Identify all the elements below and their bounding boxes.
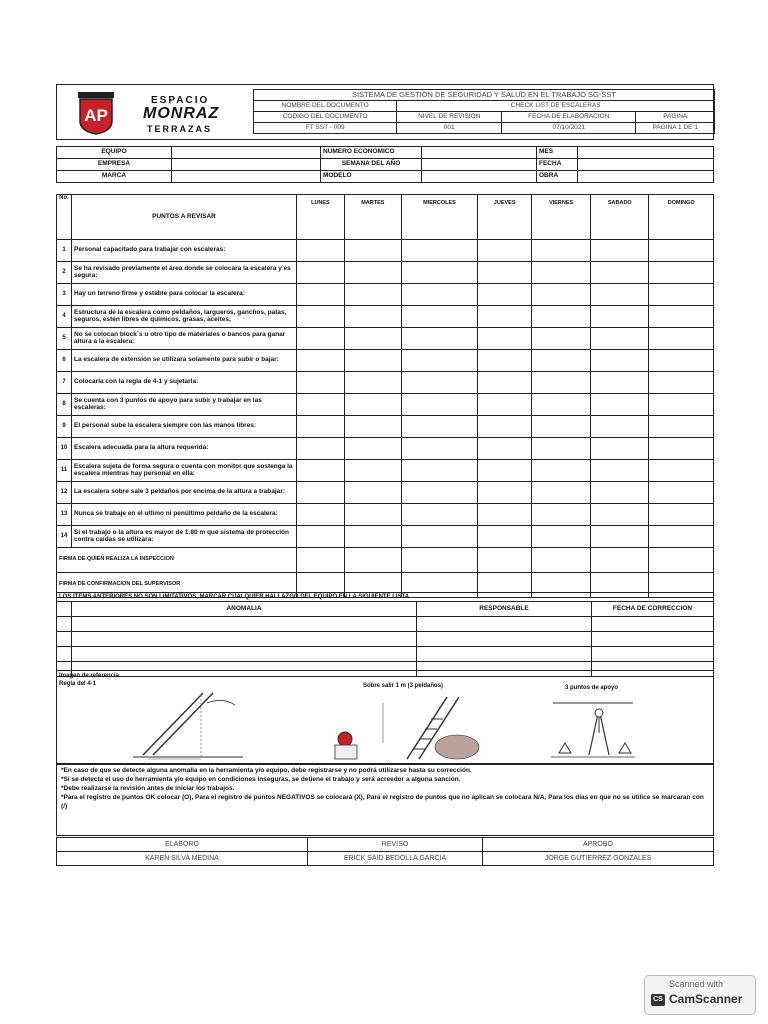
anomaly-cell[interactable]: [72, 647, 417, 662]
code-label: CODIGO DEL DOCUMENTO: [254, 112, 397, 123]
item-number: 2: [57, 262, 72, 284]
day-header-lunes: LUNES: [297, 195, 345, 240]
item-text: No se colocan block´s u otro tipo de materiales o bancos para ganar altura a la escalera:: [72, 328, 297, 350]
day-check-cell[interactable]: [344, 284, 401, 306]
day-check-cell[interactable]: [401, 460, 477, 482]
document-header: [56, 84, 714, 140]
numero-economico-field[interactable]: [422, 147, 537, 159]
day-check-cell[interactable]: [532, 306, 591, 328]
day-check-cell[interactable]: [297, 438, 345, 460]
day-check-cell[interactable]: [649, 306, 714, 328]
checklist-row: [57, 438, 714, 460]
sign-cell[interactable]: [344, 548, 401, 573]
day-header-miercoles: MIERCOLES: [401, 195, 477, 240]
day-check-cell[interactable]: [478, 262, 532, 284]
day-check-cell[interactable]: [344, 350, 401, 372]
day-check-cell[interactable]: [649, 262, 714, 284]
day-check-cell[interactable]: [478, 504, 532, 526]
day-check-cell[interactable]: [478, 438, 532, 460]
logo-line-3: TERRAZAS: [147, 124, 212, 134]
note-item: *Si se detecta el uso de herramienta y/o equipo en condiciones inseguras, se detiene el trabajo y será acreedor a alguna sanción.: [61, 776, 461, 784]
anomalies-table: [56, 592, 714, 677]
day-header-sabado: SABADO: [591, 195, 649, 240]
item-number: 5: [57, 328, 72, 350]
obra-field[interactable]: [578, 171, 714, 183]
day-check-cell[interactable]: [401, 438, 477, 460]
reference-title: Imagen de referencia: [59, 673, 120, 679]
empresa-field[interactable]: [172, 159, 321, 171]
anomaly-cell[interactable]: [417, 632, 592, 647]
marca-label: MARCA: [57, 171, 172, 183]
day-check-cell[interactable]: [401, 526, 477, 548]
checklist-row: [57, 504, 714, 526]
day-check-cell[interactable]: [591, 460, 649, 482]
anomaly-num-cell: [57, 602, 72, 617]
elaboro-name: KAREN SILVA MEDINA: [57, 852, 308, 866]
item-number: 12: [57, 482, 72, 504]
day-check-cell[interactable]: [649, 350, 714, 372]
three-points-support-illustration: [543, 695, 643, 761]
semana-label: SEMANA DEL AÑO: [321, 159, 422, 171]
item-number: 4: [57, 306, 72, 328]
day-check-cell[interactable]: [297, 284, 345, 306]
day-check-cell[interactable]: [478, 372, 532, 394]
aprobo-label: APROBO: [483, 838, 714, 852]
item-number: 11: [57, 460, 72, 482]
date-label: FECHA DE ELABORACION: [502, 112, 636, 123]
day-check-cell[interactable]: [297, 372, 345, 394]
day-check-cell[interactable]: [297, 504, 345, 526]
day-check-cell[interactable]: [591, 416, 649, 438]
signatures-table: [56, 837, 714, 866]
day-check-cell[interactable]: [344, 416, 401, 438]
anomaly-cell[interactable]: [592, 632, 714, 647]
mes-label: MES: [537, 147, 578, 159]
day-check-cell[interactable]: [297, 240, 345, 262]
svg-text:AP: AP: [84, 106, 108, 125]
sign-cell[interactable]: [649, 548, 714, 573]
doc-name-value: CHECK LIST DE ESCALERAS: [397, 101, 715, 112]
modelo-label: MODELO: [321, 171, 422, 183]
day-check-cell[interactable]: [478, 240, 532, 262]
day-check-cell[interactable]: [401, 372, 477, 394]
day-check-cell[interactable]: [532, 372, 591, 394]
notes-section: [56, 764, 714, 836]
day-check-cell[interactable]: [401, 306, 477, 328]
day-check-cell[interactable]: [401, 284, 477, 306]
sign-inspection-label: FIRMA DE QUIEN REALIZA LA INSPECCION: [57, 548, 297, 573]
day-check-cell[interactable]: [532, 284, 591, 306]
day-check-cell[interactable]: [344, 240, 401, 262]
item-number: 1: [57, 240, 72, 262]
item-text: Se ha revisado previamente el área donde se colocara la escalera y es segura:: [72, 262, 297, 284]
day-check-cell[interactable]: [591, 372, 649, 394]
day-check-cell[interactable]: [478, 284, 532, 306]
page-label: PAGINA: [636, 112, 715, 123]
item-text: Escalera sujeta de forma segura o cuenta con monitor que sostenga la escalera mientras hay personal en ella:: [72, 460, 297, 482]
anomaly-header: ANOMALIA: [72, 602, 417, 617]
day-header-domingo: DOMINGO: [649, 195, 714, 240]
logo-line-2: MONRAZ: [143, 105, 220, 122]
day-check-cell[interactable]: [401, 416, 477, 438]
day-check-cell[interactable]: [591, 438, 649, 460]
correction-date-header: FECHA DE CORRECCION: [592, 602, 714, 617]
doc-name-label: NOMBRE DEL DOCUMENTO: [254, 101, 397, 112]
points-header: PUNTOS A REVISAR: [72, 195, 297, 240]
support-label: 3 puntos de apoyo: [565, 685, 619, 691]
item-number: 7: [57, 372, 72, 394]
day-check-cell[interactable]: [344, 460, 401, 482]
code-value: FT SST - 009: [254, 123, 397, 134]
day-check-cell[interactable]: [297, 460, 345, 482]
day-check-cell[interactable]: [532, 394, 591, 416]
reviso-label: REVISO: [308, 838, 483, 852]
note-item: *Para el registro de puntos OK colocar (O), Para el registro de puntos NEGATIVOS se colocará (X), Para el registro de puntos que no aplican se colocara N/A, Para los días en que no se utilice se marcaran con (/): [61, 794, 704, 810]
day-header-jueves: JUEVES: [478, 195, 532, 240]
anomaly-cell: [57, 632, 72, 647]
day-check-cell[interactable]: [649, 372, 714, 394]
checklist-row: [57, 306, 714, 328]
checklist-sheet: [56, 84, 714, 868]
day-check-cell[interactable]: [591, 482, 649, 504]
day-check-cell[interactable]: [401, 350, 477, 372]
day-header-martes: MARTES: [344, 195, 401, 240]
day-check-cell[interactable]: [297, 526, 345, 548]
day-check-cell[interactable]: [401, 328, 477, 350]
item-text: Personal capacitado para trabajar con escaleras:: [72, 240, 297, 262]
day-check-cell[interactable]: [649, 526, 714, 548]
anomaly-cell: [57, 617, 72, 632]
day-check-cell[interactable]: [532, 526, 591, 548]
item-text: Se cuenta con 3 puntos de apoyo para subir y trabajar en las escaleras:: [72, 394, 297, 416]
day-check-cell[interactable]: [478, 460, 532, 482]
day-check-cell[interactable]: [401, 482, 477, 504]
day-check-cell[interactable]: [401, 504, 477, 526]
equipo-label: EQUIPO: [57, 147, 172, 159]
note-item: *En caso de que se detecte alguna anomalía en la herramienta y/o equipo, debe registrarse y no podrá utilizarse hasta su corrección.: [61, 767, 472, 774]
sign-cell[interactable]: [401, 548, 477, 573]
item-text: El personal sube la escalera siempre con las manos libres:: [72, 416, 297, 438]
day-check-cell[interactable]: [591, 526, 649, 548]
company-logo: [61, 89, 247, 137]
day-check-cell[interactable]: [532, 504, 591, 526]
reference-images: [56, 670, 714, 764]
day-check-cell[interactable]: [532, 328, 591, 350]
ladder-climb-illustration: [327, 693, 497, 763]
sign-cell[interactable]: [478, 548, 532, 573]
day-check-cell[interactable]: [591, 284, 649, 306]
day-check-cell[interactable]: [478, 350, 532, 372]
day-check-cell[interactable]: [591, 306, 649, 328]
revision-value: 001: [397, 123, 502, 134]
item-text: Nunca se trabaje en el ultimo ni penúltimo peldaño de la escalera:: [72, 504, 297, 526]
item-number: 8: [57, 394, 72, 416]
day-check-cell[interactable]: [591, 504, 649, 526]
checklist-row: [57, 460, 714, 482]
day-check-cell[interactable]: [344, 328, 401, 350]
item-number: 9: [57, 416, 72, 438]
sign-cell[interactable]: [532, 548, 591, 573]
day-check-cell[interactable]: [478, 328, 532, 350]
day-check-cell[interactable]: [478, 306, 532, 328]
revision-label: NIVEL DE REVISION: [397, 112, 502, 123]
watermark-line-1: Scanned with: [669, 979, 724, 989]
day-check-cell[interactable]: [532, 262, 591, 284]
date-value: 07/10/2021: [502, 123, 636, 134]
checklist-rows: [57, 240, 714, 548]
day-check-cell[interactable]: [344, 482, 401, 504]
climb-label: Sobre salir 1 m (3 peldaños): [363, 683, 444, 689]
marca-field[interactable]: [172, 171, 321, 183]
ap-badge-icon: [77, 91, 115, 135]
day-check-cell[interactable]: [649, 284, 714, 306]
day-check-cell[interactable]: [591, 328, 649, 350]
reviso-name: ERICK SAID BEDOLLA GARCIA: [308, 852, 483, 866]
anomaly-cell[interactable]: [72, 632, 417, 647]
day-check-cell[interactable]: [297, 262, 345, 284]
item-number: 6: [57, 350, 72, 372]
anomaly-cell[interactable]: [592, 647, 714, 662]
document-info-table: [253, 89, 715, 134]
day-check-cell[interactable]: [401, 262, 477, 284]
checklist-table: [56, 194, 714, 598]
sign-cell[interactable]: [591, 548, 649, 573]
mes-field[interactable]: [578, 147, 714, 159]
anomaly-cell[interactable]: [417, 617, 592, 632]
checklist-row: [57, 416, 714, 438]
day-check-cell[interactable]: [344, 504, 401, 526]
system-title: SISTEMA DE GESTION DE SEGURIDAD Y SALUD EN EL TRABAJO SG-SST: [254, 90, 715, 101]
day-check-cell[interactable]: [649, 328, 714, 350]
day-check-cell[interactable]: [344, 262, 401, 284]
checklist-row: [57, 350, 714, 372]
item-text: Hay un terreno firme y estable para colocar la escalera:: [72, 284, 297, 306]
item-number: 13: [57, 504, 72, 526]
empresa-label: EMPRESA: [57, 159, 172, 171]
numero-economico-label: NUMERO ECONOMICO: [321, 147, 422, 159]
day-check-cell[interactable]: [591, 240, 649, 262]
anomaly-cell[interactable]: [417, 647, 592, 662]
camscanner-logo-icon: CS: [651, 994, 665, 1006]
day-check-cell[interactable]: [532, 416, 591, 438]
day-check-cell[interactable]: [591, 394, 649, 416]
day-check-cell[interactable]: [478, 416, 532, 438]
anomaly-cell[interactable]: [592, 617, 714, 632]
day-check-cell[interactable]: [532, 460, 591, 482]
item-text: La escalera sobre sale 3 peldaños por encima de la altura a trabajar:: [72, 482, 297, 504]
day-check-cell[interactable]: [649, 482, 714, 504]
day-check-cell[interactable]: [297, 306, 345, 328]
item-text: La escalera de extensión se utilizara solamente para subir o bajar:: [72, 350, 297, 372]
day-check-cell[interactable]: [401, 394, 477, 416]
sign-supervisor-label: FIRMA DE CONFIRMACION DEL SUPERVISOR: [57, 573, 297, 598]
day-check-cell[interactable]: [297, 416, 345, 438]
anomaly-cell: [57, 647, 72, 662]
day-check-cell[interactable]: [532, 438, 591, 460]
item-text: Colocarla con la regla de 4-1 y sujetarla:: [72, 372, 297, 394]
ladder-angle-illustration: [123, 685, 253, 761]
modelo-field[interactable]: [422, 171, 537, 183]
day-check-cell[interactable]: [591, 350, 649, 372]
day-check-cell[interactable]: [649, 504, 714, 526]
day-check-cell[interactable]: [344, 394, 401, 416]
checklist-row: [57, 328, 714, 350]
checklist-row: [57, 526, 714, 548]
checklist-row: [57, 372, 714, 394]
checklist-row: [57, 284, 714, 306]
day-check-cell[interactable]: [401, 240, 477, 262]
sign-cell[interactable]: [297, 548, 345, 573]
logo-line-1: ESPACIO: [151, 95, 210, 106]
day-check-cell[interactable]: [591, 262, 649, 284]
day-check-cell[interactable]: [532, 240, 591, 262]
item-number: 10: [57, 438, 72, 460]
item-text: Estructura de la escalera como peldaños, largueros, ganchos, patas, seguros, estén libres de químicos, grasas, aceites,: [72, 306, 297, 328]
day-check-cell[interactable]: [478, 482, 532, 504]
day-check-cell[interactable]: [344, 372, 401, 394]
checklist-row: [57, 394, 714, 416]
day-check-cell[interactable]: [478, 526, 532, 548]
fecha-label: FECHA: [537, 159, 578, 171]
responsible-header: RESPONSABLE: [417, 602, 592, 617]
day-check-cell[interactable]: [532, 350, 591, 372]
day-header-viernes: VIERNES: [532, 195, 591, 240]
aprobo-name: JORGE GUTIERREZ GONZALES: [483, 852, 714, 866]
semana-field[interactable]: [422, 159, 537, 171]
item-text: Si el trabajo o la altura es mayor de 1.80 m que sistema de protección contra caídas se utilizara:: [72, 526, 297, 548]
rule-4-1-label: Regla del 4-1: [59, 681, 97, 687]
watermark-line-2: CamScanner: [669, 992, 743, 1006]
note-item: *Debe realizarse la revisión antes de iniciar los trabajos.: [61, 785, 235, 793]
item-number: 3: [57, 284, 72, 306]
day-check-cell[interactable]: [649, 240, 714, 262]
day-check-cell[interactable]: [297, 394, 345, 416]
day-check-cell[interactable]: [532, 482, 591, 504]
checklist-row: [57, 240, 714, 262]
day-check-cell[interactable]: [297, 328, 345, 350]
camscanner-watermark: [644, 975, 756, 1015]
obra-label: OBRA: [537, 171, 578, 183]
day-check-cell[interactable]: [297, 350, 345, 372]
elaboro-label: ELABORO: [57, 838, 308, 852]
day-check-cell[interactable]: [649, 416, 714, 438]
day-check-cell[interactable]: [344, 438, 401, 460]
page-value: PAGINA 1 DE 1: [636, 123, 715, 134]
equipo-field[interactable]: [172, 147, 321, 159]
item-text: Escalera adecuada para la altura requerida:: [72, 438, 297, 460]
equipment-info-table: [56, 146, 714, 183]
day-check-cell[interactable]: [649, 394, 714, 416]
day-check-cell[interactable]: [478, 394, 532, 416]
fecha-field[interactable]: [578, 159, 714, 171]
anomalies-caption: LOS ITEMS ANTERIORES NO SON LIMITATIVOS, MARCAR CUALQUIER HALLAZGO DEL EQUIPO EN LA SIGUIENTE LISTA: [57, 593, 714, 602]
anomaly-cell[interactable]: [72, 617, 417, 632]
day-check-cell[interactable]: [344, 526, 401, 548]
no-header: No.: [57, 195, 72, 240]
day-check-cell[interactable]: [344, 306, 401, 328]
checklist-row: [57, 482, 714, 504]
day-check-cell[interactable]: [649, 460, 714, 482]
checklist-row: [57, 262, 714, 284]
day-check-cell[interactable]: [649, 438, 714, 460]
item-number: 14: [57, 526, 72, 548]
day-check-cell[interactable]: [297, 482, 345, 504]
